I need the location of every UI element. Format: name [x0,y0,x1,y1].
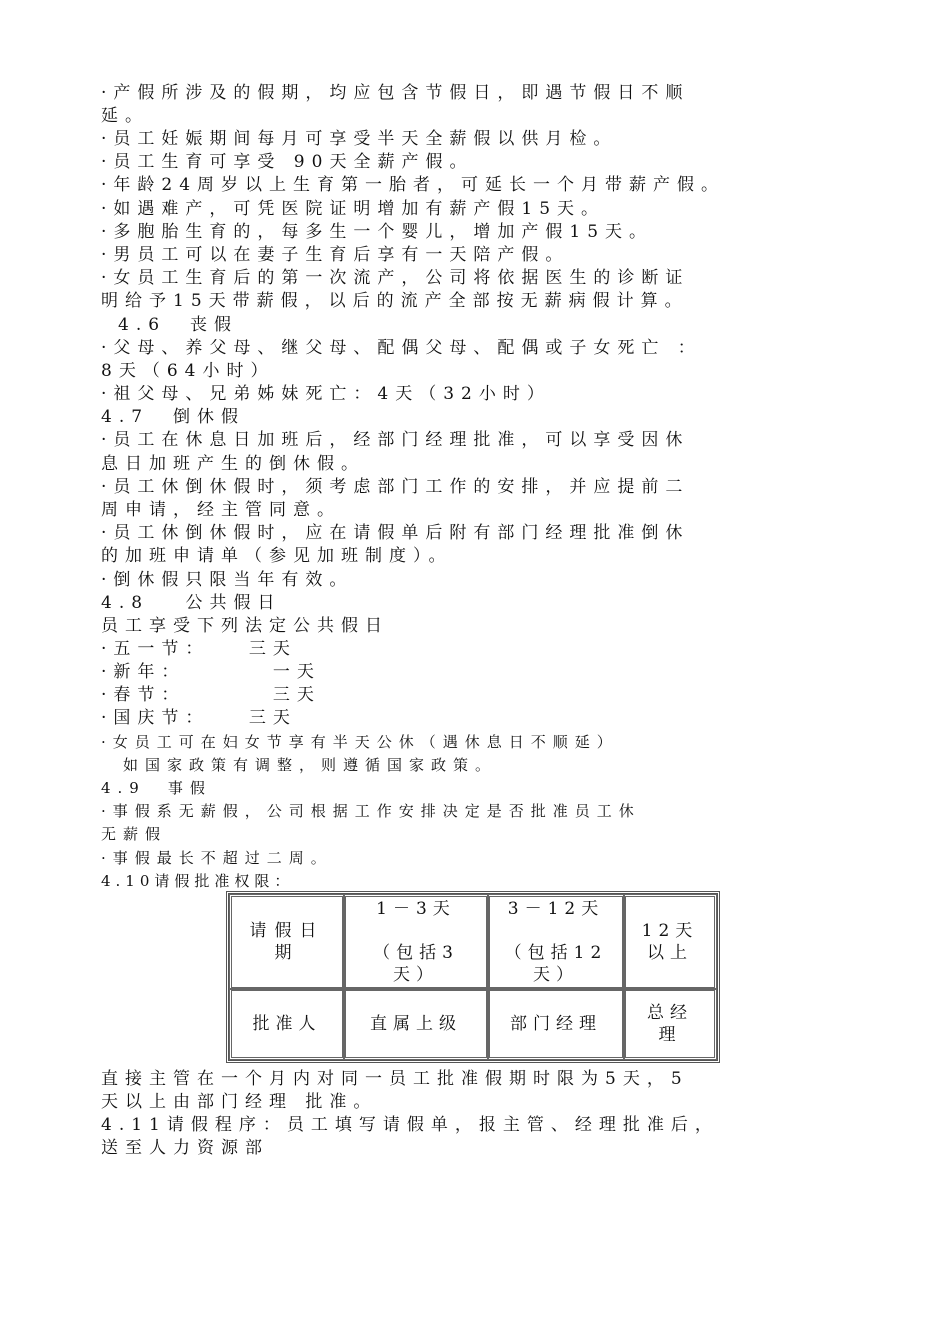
table-approver-2 [487,988,625,1060]
text-line: ·倒休假只限当年有效。 [101,570,354,590]
section-heading: 4.9 事假 [101,779,212,797]
text-line: ·多胞胎生育的，每多生一个婴儿，增加产假15天。 [101,222,654,242]
text-line: 周申请，经主管同意。 [101,500,341,520]
cell-text: 1－3天 [376,899,456,919]
section-heading: 4.10请假批准权限： [101,872,295,890]
text-line: ·产假所涉及的假期，均应包含节假日，即遇节假日不顺 [101,83,690,103]
text-line: 延。 [101,106,149,126]
table-approver-3 [623,988,717,1060]
text-line: ·员工生育可享受 90天全薪产假。 [101,152,474,172]
section-heading: 4.6 丧假 [118,315,239,335]
table-row-label [229,988,345,1060]
text-line: 息日加班产生的倒休假。 [101,454,365,474]
cell-text: （包括3天） [373,943,459,985]
text-line: ·父母、养父母、继父母、配偶父母、配偶或子女死亡 ： [101,338,702,358]
cell-text: 直属上级 [370,1014,462,1034]
table-approver-1 [343,988,489,1060]
text-line: ·祖父母、兄弟姊妹死亡：4天（32小时） [101,384,551,404]
table-header-label [229,894,345,990]
cell-text: 部门经理 [510,1014,602,1034]
table-col-12-plus-days [623,894,717,990]
holiday-item: ·新年： 一天 [101,662,321,682]
holiday-item: ·国庆节： 三天 [101,708,297,728]
approval-table [226,891,720,1063]
text-line: ·事假系无薪假，公司根据工作安排决定是否批准员工休 [101,802,641,820]
text-line: 的加班申请单（参见加班制度）。 [101,546,453,566]
text-line: ·员工休倒休假时，应在请假单后附有部门经理批准倒休 [101,523,690,543]
holiday-item: ·五一节： 三天 [101,639,297,659]
text-line: ·员工休倒休假时，须考虑部门工作的安排，并应提前二 [101,477,690,497]
text-line: 8天（64小时） [101,361,275,381]
section-heading: 4.11请假程序：员工填写请假单，报主管、经理批准后， [101,1115,719,1135]
cell-text: 3－12天 [507,899,605,919]
section-heading: 4.7 倒休假 [101,407,246,427]
text-line: ·女员工可在妇女节享有半天公休（遇休息日不顺延） [101,733,619,751]
text-line: 无薪假 [101,825,168,843]
text-line: 直接主管在一个月内对同一员工批准假期时限为5天，5 [101,1069,689,1089]
text-line: ·如遇难产，可凭医院证明增加有薪产假15天。 [101,199,606,219]
cell-text: 请假日期 [249,921,325,963]
cell-text: 12天以上 [641,921,699,963]
text-line: ·男员工可以在妻子生育后享有一天陪产假。 [101,245,570,265]
text-line: 明给予15天带薪假，以后的流产全部按无薪病假计算。 [101,291,689,311]
text-line: 员工享受下列法定公共假日 [101,616,389,636]
text-line: ·员工在休息日加班后，经部门经理批准，可以享受因休 [101,430,690,450]
text-line: 天以上由部门经理 批准。 [101,1092,378,1112]
text-line: ·年龄24周岁以上生育第一胎者，可延长一个月带薪产假。 [101,175,726,195]
text-line: 送至人力资源部 [101,1138,269,1158]
cell-text: （包括12天） [504,943,608,985]
cell-text: 总经理 [647,1003,693,1045]
text-line: ·事假最长不超过二周。 [101,849,333,867]
text-line: ·女员工生育后的第一次流产，公司将依据医生的诊断证 [101,268,690,288]
section-heading: 4.8 公共假日 [101,593,282,613]
holiday-item: ·春节： 三天 [101,685,321,705]
cell-text: 批准人 [252,1014,322,1034]
table-col-3-12-days [487,894,625,990]
table-col-1-3-days [343,894,489,990]
text-line: ·员工妊娠期间每月可享受半天全薪假以供月检。 [101,129,618,149]
text-line: 如国家政策有调整，则遵循国家政策。 [101,756,498,774]
